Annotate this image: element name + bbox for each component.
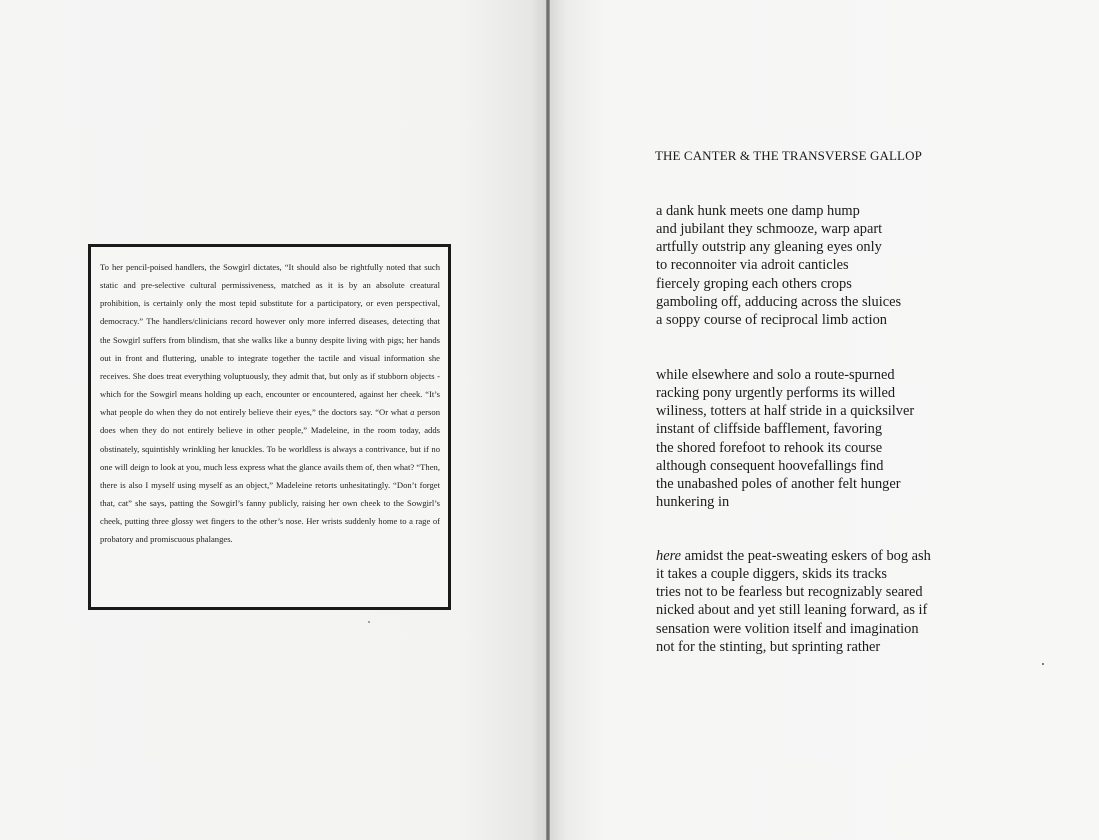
poem-line: although consequent hoovefallings find	[656, 457, 884, 474]
poem-line: the unabashed poles of another felt hunger	[656, 475, 901, 492]
poem-line: racking pony urgently performs its willed	[656, 385, 896, 402]
poem-line	[656, 547, 931, 565]
poem-line: gamboling off, adducing across the sluices	[656, 293, 902, 310]
poem-line: artfully outstrip any gleaning eyes only	[656, 239, 882, 256]
poem-line: while elsewhere and solo a route-spurned	[656, 367, 895, 383]
poem-line: wiliness, totters at half stride in a quicksilver	[656, 403, 915, 420]
poem-line: fiercely groping each others crops	[656, 275, 852, 292]
stanza-1	[656, 202, 901, 329]
poem-line: a soppy course of reciprocal limb action	[656, 311, 887, 328]
poem-line: the shored forefoot to rehook its course	[656, 439, 883, 456]
poem-line: instant of cliffside bafflement, favoring	[656, 421, 883, 438]
prose-paragraph	[100, 258, 440, 549]
poem-italic-word: here	[656, 548, 682, 564]
poem-line: nicked about and yet still leaning forward, as if	[656, 602, 928, 619]
stanza-3	[656, 547, 931, 656]
paper-speck	[1042, 663, 1044, 665]
poem-line: it takes a couple diggers, skids its tracks	[656, 566, 888, 583]
left-page	[0, 0, 547, 840]
prose-box	[88, 244, 451, 610]
poem-line-rest: amidst the peat-sweating eskers of bog ash	[681, 548, 931, 564]
poem-line: not for the stinting, but sprinting rather	[656, 638, 881, 655]
paper-speck	[368, 621, 370, 623]
poem-line: to reconnoiter via adroit canticles	[656, 257, 849, 274]
prose-text-part-1: To her pencil-poised handlers, the Sowgirl dictates, “It should also be rightfully noted that such static and pre-selective cultural permissiveness, matched as it is by an absolute creatural prohibition, is certainly only the most tepid substitute for a participatory, or even perspectival, democracy.” The handlers/clinicians record however only more inferred diseases, detecting that the Sowgirl suffers from blindism, that she walks like a bunny despite living with pigs; her hands out in front and fluttering, unable to integrate together the tactile and visual information she receives. She does treat everything voluptuously, they admit that, but only as if stubborn objects - which for the Sowgirl means holding up each, encounter or encountered, against her cheek. “It’s what people do when they do not entirely believe their eyes,” the doctors say. “Or what	[100, 262, 440, 418]
prose-text-part-2: person does when they do not entirely believe in other people,” Madeleine, in the room today, adds obstinately, squintishly wrinkling her knuckles. To be worldless is always a contrivance, but if no one will deign to look at you, much less express what the glance avails them of, then what? “Then, there is also I myself using myself as an object,” Madeleine retorts unhesitatingly. “Don’t forget that, cat” she says, patting the Sowgirl’s fanny publicly, raising her own cheek to the Sowgirl’s cheek, putting three glossy wet fingers to the other’s nose. Her wrists suddenly home to a rage of probatory and promiscuous phalanges.	[100, 407, 440, 545]
stanza-2	[656, 366, 914, 511]
poem-line: and jubilant they schmooze, warp apart	[656, 221, 883, 238]
poem-line: hunkering in	[656, 494, 730, 511]
poem-line: sensation were volition itself and imagination	[656, 620, 919, 637]
poem-line: tries not to be fearless but recognizably seared	[656, 584, 923, 601]
poem-title: THE CANTER & THE TRANSVERSE GALLOP	[655, 148, 922, 163]
prose-italic-word: a	[410, 407, 415, 418]
poem-line: a dank hunk meets one damp hump	[656, 203, 860, 219]
